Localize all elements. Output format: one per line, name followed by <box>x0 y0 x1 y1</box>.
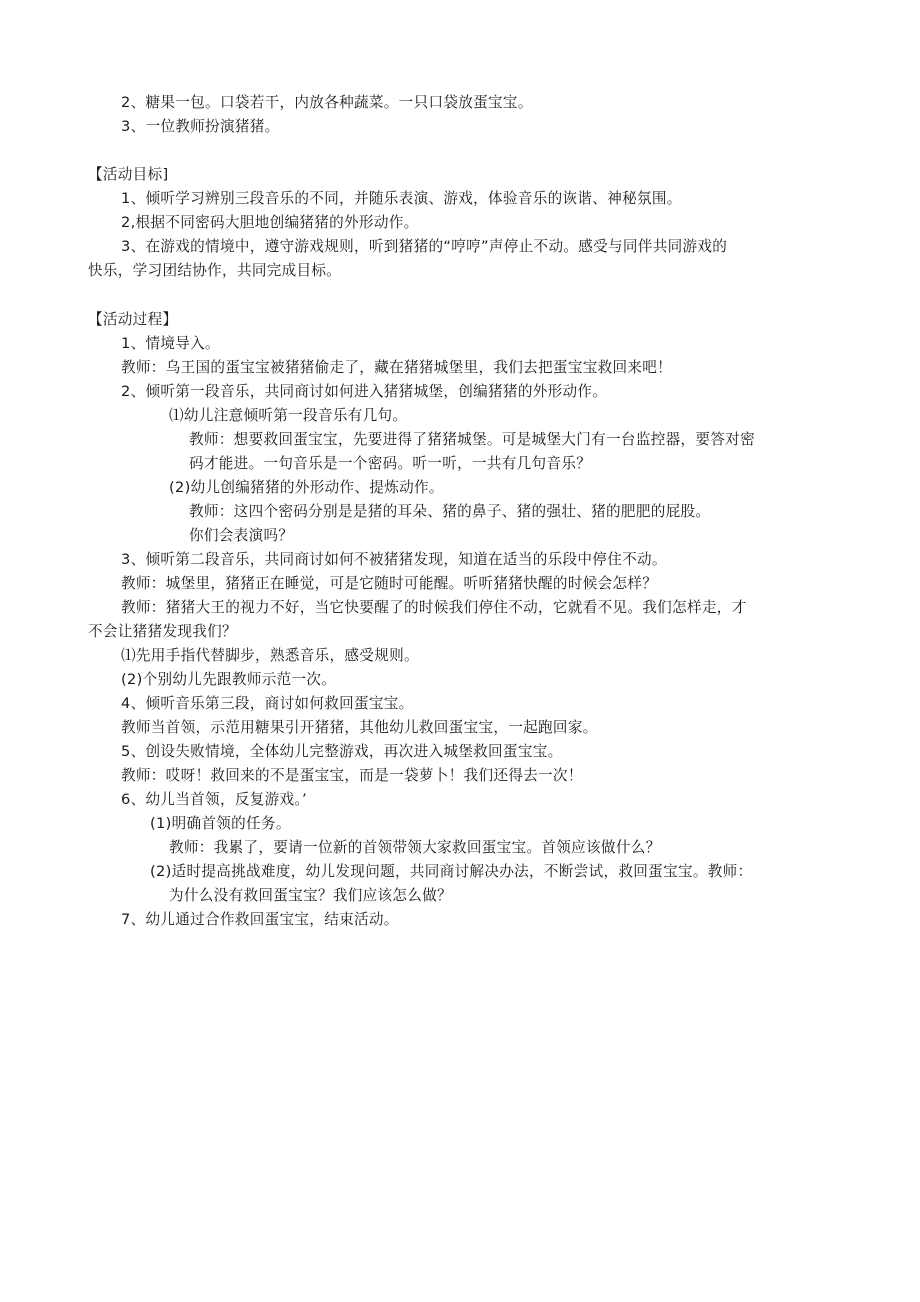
goal-item-continuation: 快乐，学习团结协作，共同完成目标。 <box>88 262 342 279</box>
process-step: 1、情境导入。 <box>121 335 220 352</box>
process-line: 教师：这四个密码分别是是猪的耳朵、猪的鼻子、猪的强壮、猪的肥肥的屁股。 <box>189 503 711 520</box>
process-step: 6、幼儿当首领，反复游戏。’ <box>121 791 307 808</box>
process-step: 7、幼儿通过合作救回蛋宝宝，结束活动。 <box>121 911 399 928</box>
process-line: 为什么没有救回蛋宝宝？我们应该怎么做？ <box>169 887 452 904</box>
process-line: 你们会表演吗？ <box>189 527 294 544</box>
goal-item: 3、在游戏的情境中，遵守游戏规则，听到猪猪的“哼哼”声停止不动。感受与同伴共同游戏的 <box>121 238 728 255</box>
process-line: 码才能进。一句音乐是一个密码。听一听，一共有几句音乐？ <box>189 455 592 472</box>
goal-item: 2,根据不同密码大胆地创编猪猪的外形动作。 <box>121 214 419 231</box>
material-item: 3、一位教师扮演猪猪。 <box>121 118 280 135</box>
process-substep: (2)个别幼儿先跟教师示范一次。 <box>121 671 337 688</box>
process-line: 教师：想要救回蛋宝宝，先要进得了猪猪城堡。可是城堡大门有一台监控器，要答对密 <box>189 431 755 448</box>
process-step: 4、倾听音乐第三段，商讨如何救回蛋宝宝。 <box>121 695 414 712</box>
process-heading: 【活动过程】 <box>88 311 178 328</box>
goals-heading: 【活动目标] <box>88 166 169 183</box>
process-line: 教师：猪猪大王的视力不好，当它快要醒了的时候我们停住不动，它就看不见。我们怎样走，才 <box>121 599 747 616</box>
process-substep: ⑴幼儿注意倾听第一段音乐有几句。 <box>169 407 408 424</box>
process-line: 教师：哎呀！救回来的不是蛋宝宝，而是一袋萝卜！我们还得去一次！ <box>121 767 583 784</box>
process-line: 教师当首领，示范用糖果引开猪猪，其他幼儿救回蛋宝宝，一起跑回家。 <box>121 719 598 736</box>
process-line: 教师：城堡里，猪猪正在睡觉，可是它随时可能醒。听听猪猪快醒的时候会怎样？ <box>121 575 658 592</box>
process-line: 不会让猪猪发现我们？ <box>88 623 237 640</box>
process-line: 教师：我累了，要请一位新的首领带领大家救回蛋宝宝。首领应该做什么？ <box>169 839 661 856</box>
process-substep: ⑴先用手指代替脚步，熟悉音乐，感受规则。 <box>121 647 419 664</box>
process-step: 5、创设失败情境，全体幼儿完整游戏，再次进入城堡救回蛋宝宝。 <box>121 743 563 760</box>
material-item: 2、糖果一包。口袋若干，内放各种蔬菜。一只口袋放蛋宝宝。 <box>121 94 533 111</box>
process-step: 3、倾听第二段音乐，共同商讨如何不被猪猪发现，知道在适当的乐段中停住不动。 <box>121 551 667 568</box>
process-substep: (2)幼儿创编猪猪的外形动作、提炼动作。 <box>169 479 444 496</box>
process-substep: (2)适时提高挑战难度，幼儿发现问题，共同商讨解决办法，不断尝试，救回蛋宝宝。教师： <box>150 863 753 880</box>
process-step: 2、倾听第一段音乐，共同商讨如何进入猪猪城堡，创编猪猪的外形动作。 <box>121 383 608 400</box>
process-substep: (1)明确首领的任务。 <box>150 815 291 832</box>
process-line: 教师：乌王国的蛋宝宝被猪猪偷走了，藏在猪猪城堡里，我们去把蛋宝宝救回来吧！ <box>121 359 673 376</box>
goal-item: 1、倾听学习辨别三段音乐的不同，并随乐表演、游戏，体验音乐的诙谐、神秘氛围。 <box>121 190 682 207</box>
